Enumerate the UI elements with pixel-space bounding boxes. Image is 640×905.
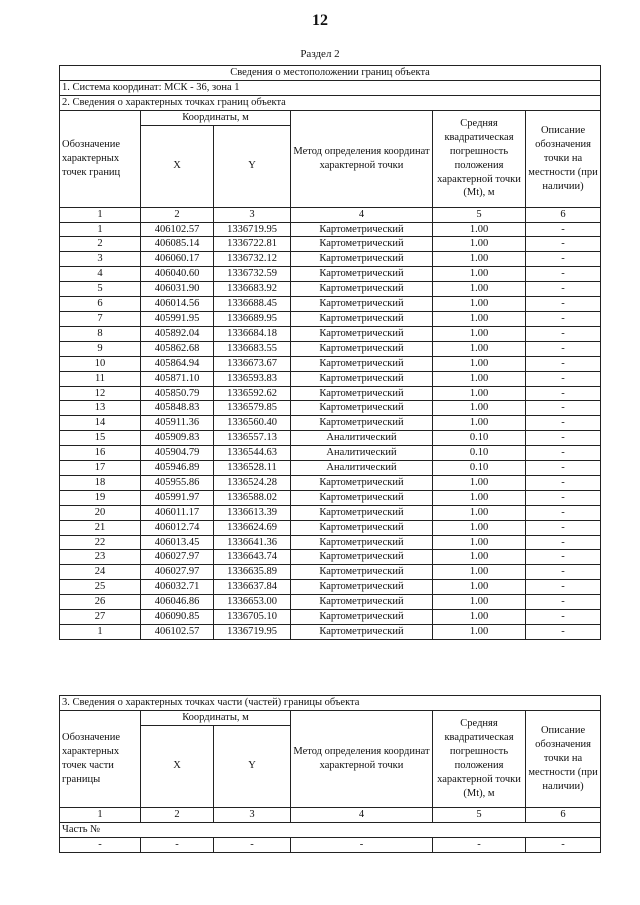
point-row xyxy=(60,371,601,386)
point-number: 3 xyxy=(60,252,141,267)
method: Картометрический xyxy=(291,565,433,580)
x-coordinate: 405848.83 xyxy=(141,401,214,416)
point-number: 2 xyxy=(60,237,141,252)
method: Картометрический xyxy=(291,252,433,267)
method: Аналитический xyxy=(291,446,433,461)
point-row xyxy=(60,520,601,535)
x-coordinate: 406011.17 xyxy=(141,505,214,520)
error-value: 1.00 xyxy=(433,237,526,252)
part-header-coordinates: Координаты, м xyxy=(141,710,291,725)
error-value: 1.00 xyxy=(433,565,526,580)
part-cell: - xyxy=(291,837,433,852)
header-point-designation: Обозначение характерных точек границ xyxy=(60,110,141,207)
section-title: Раздел 2 xyxy=(300,48,340,60)
part-header-method: Метод определения координат характерной точки xyxy=(291,710,433,807)
header-x: X xyxy=(141,125,214,207)
error-value: 1.00 xyxy=(433,297,526,312)
y-coordinate: 1336719.95 xyxy=(214,625,291,640)
y-coordinate: 1336637.84 xyxy=(214,580,291,595)
point-row xyxy=(60,237,601,252)
description: - xyxy=(526,386,601,401)
description: - xyxy=(526,222,601,237)
point-row xyxy=(60,550,601,565)
point-number: 21 xyxy=(60,520,141,535)
error-value: 1.00 xyxy=(433,505,526,520)
object-boundaries-table xyxy=(59,65,601,640)
point-row xyxy=(60,386,601,401)
description: - xyxy=(526,520,601,535)
point-row xyxy=(60,267,601,282)
error-value: 1.00 xyxy=(433,401,526,416)
error-value: 1.00 xyxy=(433,475,526,490)
y-coordinate: 1336688.45 xyxy=(214,297,291,312)
part-header-y: Y xyxy=(214,725,291,807)
point-number: 12 xyxy=(60,386,141,401)
point-row xyxy=(60,505,601,520)
point-row xyxy=(60,311,601,326)
error-value: 1.00 xyxy=(433,282,526,297)
method: Картометрический xyxy=(291,535,433,550)
error-value: 1.00 xyxy=(433,311,526,326)
method: Картометрический xyxy=(291,520,433,535)
point-number: 9 xyxy=(60,341,141,356)
part-column-numbers-row xyxy=(60,807,601,822)
y-coordinate: 1336592.62 xyxy=(214,386,291,401)
description: - xyxy=(526,475,601,490)
y-coordinate: 1336579.85 xyxy=(214,401,291,416)
description: - xyxy=(526,461,601,476)
x-coordinate: 405892.04 xyxy=(141,326,214,341)
point-number: 1 xyxy=(60,625,141,640)
part-cell: - xyxy=(60,837,141,852)
error-value: 1.00 xyxy=(433,341,526,356)
column-number: 3 xyxy=(214,807,291,822)
error-value: 1.00 xyxy=(433,625,526,640)
error-value: 1.00 xyxy=(433,535,526,550)
column-number: 3 xyxy=(214,207,291,222)
point-number: 14 xyxy=(60,416,141,431)
x-coordinate: 405911.36 xyxy=(141,416,214,431)
error-value: 0.10 xyxy=(433,461,526,476)
x-coordinate: 406060.17 xyxy=(141,252,214,267)
point-number: 1 xyxy=(60,222,141,237)
description: - xyxy=(526,237,601,252)
error-value: 1.00 xyxy=(433,371,526,386)
page-number: 12 xyxy=(312,12,328,29)
error-value: 1.00 xyxy=(433,386,526,401)
method: Аналитический xyxy=(291,431,433,446)
point-number: 27 xyxy=(60,610,141,625)
method: Картометрический xyxy=(291,550,433,565)
point-number: 5 xyxy=(60,282,141,297)
point-row xyxy=(60,401,601,416)
description: - xyxy=(526,625,601,640)
part-header-x: X xyxy=(141,725,214,807)
point-number: 13 xyxy=(60,401,141,416)
x-coordinate: 405871.10 xyxy=(141,371,214,386)
header-error: Средняя квадратическая погрешность положения характерной точки (Mt), м xyxy=(433,110,526,207)
y-coordinate: 1336732.12 xyxy=(214,252,291,267)
y-coordinate: 1336593.83 xyxy=(214,371,291,386)
part-label: Часть № xyxy=(60,822,601,837)
point-row xyxy=(60,282,601,297)
method: Картометрический xyxy=(291,341,433,356)
point-row xyxy=(60,610,601,625)
y-coordinate: 1336722.81 xyxy=(214,237,291,252)
point-number: 18 xyxy=(60,475,141,490)
x-coordinate: 406102.57 xyxy=(141,625,214,640)
description: - xyxy=(526,505,601,520)
error-value: 0.10 xyxy=(433,431,526,446)
column-number: 6 xyxy=(526,807,601,822)
column-number: 5 xyxy=(433,807,526,822)
part-cell: - xyxy=(141,837,214,852)
y-coordinate: 1336560.40 xyxy=(214,416,291,431)
point-number: 7 xyxy=(60,311,141,326)
error-value: 1.00 xyxy=(433,550,526,565)
x-coordinate: 406085.14 xyxy=(141,237,214,252)
point-row xyxy=(60,326,601,341)
header-y: Y xyxy=(214,125,291,207)
description: - xyxy=(526,297,601,312)
y-coordinate: 1336653.00 xyxy=(214,595,291,610)
description: - xyxy=(526,610,601,625)
x-coordinate: 405955.86 xyxy=(141,475,214,490)
x-coordinate: 406027.97 xyxy=(141,550,214,565)
error-value: 1.00 xyxy=(433,356,526,371)
x-coordinate: 405909.83 xyxy=(141,431,214,446)
point-number: 25 xyxy=(60,580,141,595)
point-row xyxy=(60,565,601,580)
point-number: 22 xyxy=(60,535,141,550)
error-value: 1.00 xyxy=(433,267,526,282)
method: Картометрический xyxy=(291,401,433,416)
method: Картометрический xyxy=(291,580,433,595)
error-value: 1.00 xyxy=(433,326,526,341)
method: Картометрический xyxy=(291,386,433,401)
point-row xyxy=(60,297,601,312)
x-coordinate: 405862.68 xyxy=(141,341,214,356)
point-row xyxy=(60,535,601,550)
description: - xyxy=(526,341,601,356)
x-coordinate: 406032.71 xyxy=(141,580,214,595)
point-row xyxy=(60,490,601,505)
part-header-point-designation: Обозначение характерных точек части границы xyxy=(60,710,141,807)
x-coordinate: 406031.90 xyxy=(141,282,214,297)
point-row xyxy=(60,252,601,267)
y-coordinate: 1336613.39 xyxy=(214,505,291,520)
point-number: 26 xyxy=(60,595,141,610)
point-number: 11 xyxy=(60,371,141,386)
y-coordinate: 1336635.89 xyxy=(214,565,291,580)
method: Картометрический xyxy=(291,326,433,341)
column-numbers-row xyxy=(60,207,601,222)
y-coordinate: 1336732.59 xyxy=(214,267,291,282)
description: - xyxy=(526,356,601,371)
method: Картометрический xyxy=(291,282,433,297)
point-number: 10 xyxy=(60,356,141,371)
point-row xyxy=(60,341,601,356)
x-coordinate: 406013.45 xyxy=(141,535,214,550)
method: Картометрический xyxy=(291,416,433,431)
y-coordinate: 1336689.95 xyxy=(214,311,291,326)
x-coordinate: 406046.86 xyxy=(141,595,214,610)
header-description: Описание обозначения точки на местности (при наличии) xyxy=(526,110,601,207)
x-coordinate: 406027.97 xyxy=(141,565,214,580)
error-value: 1.00 xyxy=(433,595,526,610)
x-coordinate: 406090.85 xyxy=(141,610,214,625)
x-coordinate: 405850.79 xyxy=(141,386,214,401)
point-number: 19 xyxy=(60,490,141,505)
point-row xyxy=(60,461,601,476)
x-coordinate: 405904.79 xyxy=(141,446,214,461)
table-title: Сведения о местоположении границ объекта xyxy=(60,66,601,81)
error-value: 1.00 xyxy=(433,252,526,267)
description: - xyxy=(526,282,601,297)
y-coordinate: 1336719.95 xyxy=(214,222,291,237)
description: - xyxy=(526,431,601,446)
method: Картометрический xyxy=(291,610,433,625)
column-number: 2 xyxy=(141,207,214,222)
column-number: 4 xyxy=(291,207,433,222)
error-value: 1.00 xyxy=(433,610,526,625)
y-coordinate: 1336673.67 xyxy=(214,356,291,371)
method: Картометрический xyxy=(291,625,433,640)
point-row xyxy=(60,595,601,610)
part-cell: - xyxy=(214,837,291,852)
column-number: 2 xyxy=(141,807,214,822)
point-number: 6 xyxy=(60,297,141,312)
y-coordinate: 1336524.28 xyxy=(214,475,291,490)
part-header-description: Описание обозначения точки на местности (при наличии) xyxy=(526,710,601,807)
part-cell: - xyxy=(526,837,601,852)
header-coordinates: Координаты, м xyxy=(141,110,291,125)
method: Картометрический xyxy=(291,267,433,282)
y-coordinate: 1336528.11 xyxy=(214,461,291,476)
x-coordinate: 406012.74 xyxy=(141,520,214,535)
point-number: 24 xyxy=(60,565,141,580)
y-coordinate: 1336588.02 xyxy=(214,490,291,505)
point-row xyxy=(60,431,601,446)
description: - xyxy=(526,401,601,416)
method: Картометрический xyxy=(291,237,433,252)
method: Картометрический xyxy=(291,505,433,520)
x-coordinate: 405991.97 xyxy=(141,490,214,505)
point-row xyxy=(60,475,601,490)
point-row xyxy=(60,222,601,237)
method: Картометрический xyxy=(291,595,433,610)
point-number: 15 xyxy=(60,431,141,446)
description: - xyxy=(526,252,601,267)
description: - xyxy=(526,267,601,282)
description: - xyxy=(526,535,601,550)
column-number: 1 xyxy=(60,807,141,822)
x-coordinate: 406040.60 xyxy=(141,267,214,282)
point-row xyxy=(60,446,601,461)
description: - xyxy=(526,326,601,341)
description: - xyxy=(526,371,601,386)
method: Картометрический xyxy=(291,311,433,326)
y-coordinate: 1336684.18 xyxy=(214,326,291,341)
column-number: 6 xyxy=(526,207,601,222)
point-number: 17 xyxy=(60,461,141,476)
column-number: 4 xyxy=(291,807,433,822)
error-value: 1.00 xyxy=(433,490,526,505)
point-number: 20 xyxy=(60,505,141,520)
y-coordinate: 1336557.13 xyxy=(214,431,291,446)
method: Картометрический xyxy=(291,371,433,386)
error-value: 1.00 xyxy=(433,580,526,595)
description: - xyxy=(526,416,601,431)
description: - xyxy=(526,580,601,595)
part-row xyxy=(60,837,601,852)
column-number: 5 xyxy=(433,207,526,222)
part-header-error: Средняя квадратическая погрешность положения характерной точки (Mt), м xyxy=(433,710,526,807)
error-value: 1.00 xyxy=(433,520,526,535)
description: - xyxy=(526,311,601,326)
description: - xyxy=(526,565,601,580)
y-coordinate: 1336705.10 xyxy=(214,610,291,625)
point-number: 4 xyxy=(60,267,141,282)
characteristic-points-title: 2. Сведения о характерных точках границ объекта xyxy=(60,95,601,110)
method: Картометрический xyxy=(291,356,433,371)
error-value: 1.00 xyxy=(433,416,526,431)
method: Картометрический xyxy=(291,297,433,312)
column-number: 1 xyxy=(60,207,141,222)
error-value: 0.10 xyxy=(433,446,526,461)
description: - xyxy=(526,595,601,610)
method: Картометрический xyxy=(291,475,433,490)
coordinate-system: 1. Система координат: МСК - 36, зона 1 xyxy=(60,80,601,95)
point-row xyxy=(60,580,601,595)
part-cell: - xyxy=(433,837,526,852)
x-coordinate: 406102.57 xyxy=(141,222,214,237)
description: - xyxy=(526,446,601,461)
x-coordinate: 406014.56 xyxy=(141,297,214,312)
y-coordinate: 1336641.36 xyxy=(214,535,291,550)
description: - xyxy=(526,490,601,505)
y-coordinate: 1336643.74 xyxy=(214,550,291,565)
x-coordinate: 405991.95 xyxy=(141,311,214,326)
point-row xyxy=(60,625,601,640)
part-boundaries-table xyxy=(59,695,601,853)
header-method: Метод определения координат характерной точки xyxy=(291,110,433,207)
error-value: 1.00 xyxy=(433,222,526,237)
point-row xyxy=(60,356,601,371)
y-coordinate: 1336624.69 xyxy=(214,520,291,535)
x-coordinate: 405864.94 xyxy=(141,356,214,371)
method: Аналитический xyxy=(291,461,433,476)
y-coordinate: 1336683.92 xyxy=(214,282,291,297)
description: - xyxy=(526,550,601,565)
point-row xyxy=(60,416,601,431)
method: Картометрический xyxy=(291,222,433,237)
method: Картометрический xyxy=(291,490,433,505)
x-coordinate: 405946.89 xyxy=(141,461,214,476)
y-coordinate: 1336683.55 xyxy=(214,341,291,356)
point-number: 23 xyxy=(60,550,141,565)
part-points-title: 3. Сведения о характерных точках части (частей) границы объекта xyxy=(60,696,601,711)
y-coordinate: 1336544.63 xyxy=(214,446,291,461)
point-number: 16 xyxy=(60,446,141,461)
point-number: 8 xyxy=(60,326,141,341)
